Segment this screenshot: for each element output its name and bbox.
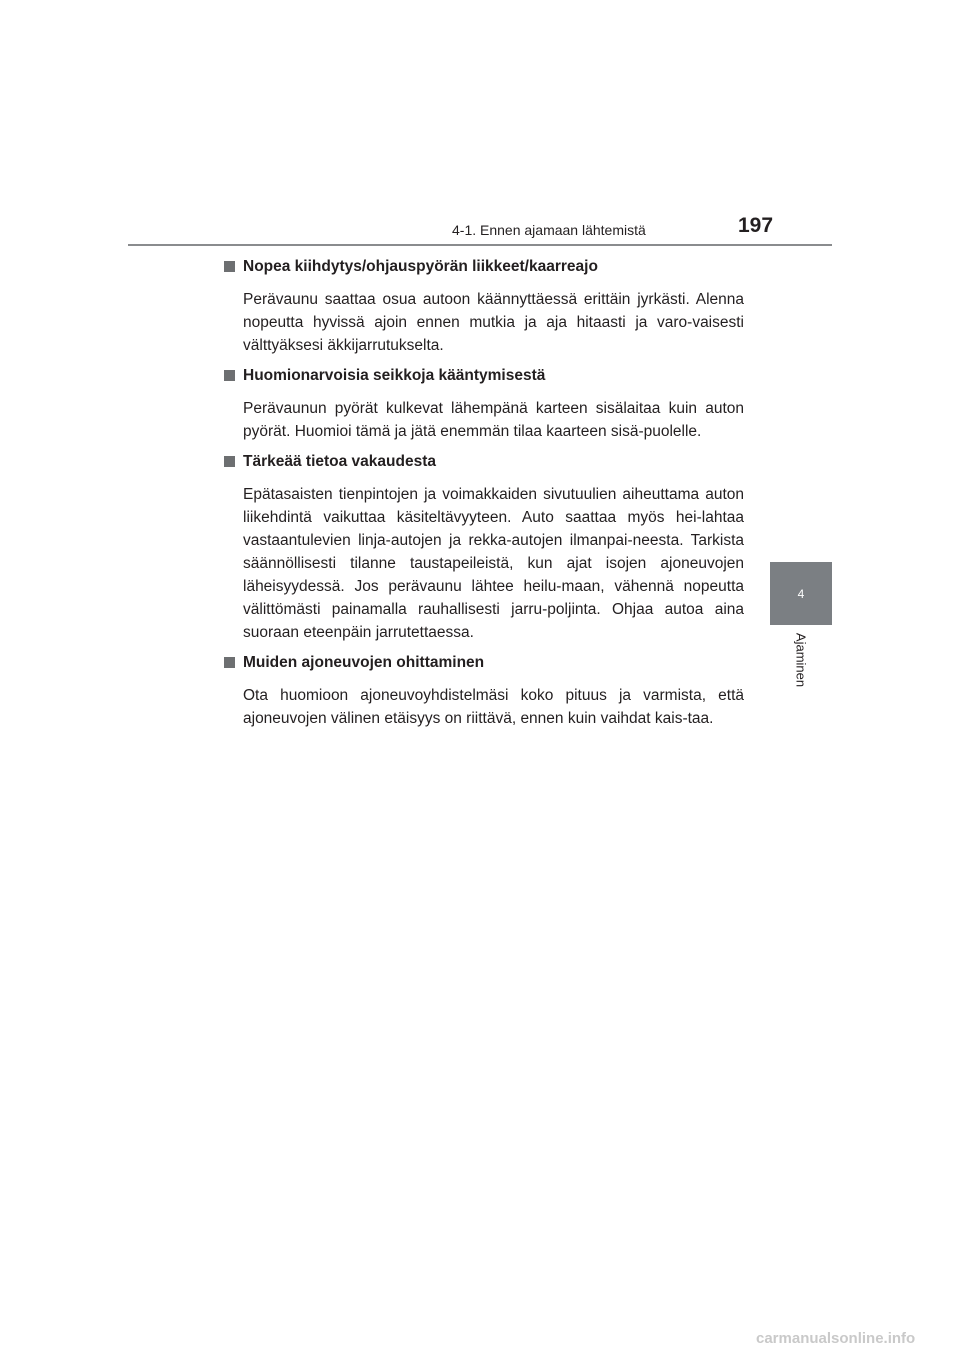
watermark: carmanualsonline.info: [756, 1330, 916, 1347]
square-bullet-icon: [224, 456, 235, 467]
section-heading-text: Nopea kiihdytys/ohjauspyörän liikkeet/kaarreajo: [243, 258, 598, 275]
chapter-label: Ajaminen: [793, 632, 809, 688]
section-heading-text: Tärkeää tietoa vakaudesta: [243, 453, 436, 470]
chapter-number: 4: [797, 586, 805, 601]
section-heading: [224, 255, 744, 278]
section-body: Perävaunu saattaa osua autoon käännyttäessä erittäin jyrkästi. Alenna nopeutta hyvissä ajoin ennen mutkia ja aja hitaasti ja varo-vaisesti välttyäksesi äkkijarrutukselta.: [243, 291, 744, 354]
square-bullet-icon: [224, 370, 235, 381]
section-stability: [224, 450, 744, 644]
section-overtaking: [224, 651, 744, 730]
square-bullet-icon: [224, 261, 235, 272]
page-number: 197: [738, 214, 774, 237]
page-content: [224, 255, 744, 737]
section-body: Ota huomioon ajoneuvoyhdistelmäsi koko pituus ja varmista, että ajoneuvojen välinen etäisyys on riittävä, ennen kuin vaihdat kais-taa.: [243, 687, 744, 727]
header-divider: [128, 244, 832, 246]
section-heading-text: Huomionarvoisia seikkoja kääntymisestä: [243, 367, 546, 384]
section-body: Perävaunun pyörät kulkevat lähempänä karteen sisälaitaa kuin auton pyörät. Huomioi tämä ja jätä enemmän tilaa kaarteen sisä-puolelle.: [243, 400, 744, 440]
section-acceleration: [224, 255, 744, 357]
section-heading: [224, 450, 744, 473]
chapter-tab: [770, 562, 832, 625]
square-bullet-icon: [224, 657, 235, 668]
section-heading: [224, 651, 744, 674]
section-turning: [224, 364, 744, 443]
section-heading: [224, 364, 744, 387]
section-body: Epätasaisten tienpintojen ja voimakkaiden sivutuulien aiheuttama auton liikehdintä vaikuttaa käsiteltävyyteen. Auto saattaa myös hei-lahtaa vastaantulevien linja-autojen ja rekka-autojen ilmanpai-neesta. Tarkista säännöllisesti tilanne taustapeileistä, kun ajat isojen ajoneuvojen läheisyydessä. Jos perävaunu lähtee heilu-maan, vähennä nopeutta välittömästi painamalla rauhallisesti jarru-poljinta. Ohjaa autoa aina suoraan eteenpäin jarrutettaessa.: [243, 486, 744, 641]
section-heading-text: Muiden ajoneuvojen ohittaminen: [243, 654, 485, 671]
section-title: 4-1. Ennen ajamaan lähtemistä: [452, 222, 646, 238]
